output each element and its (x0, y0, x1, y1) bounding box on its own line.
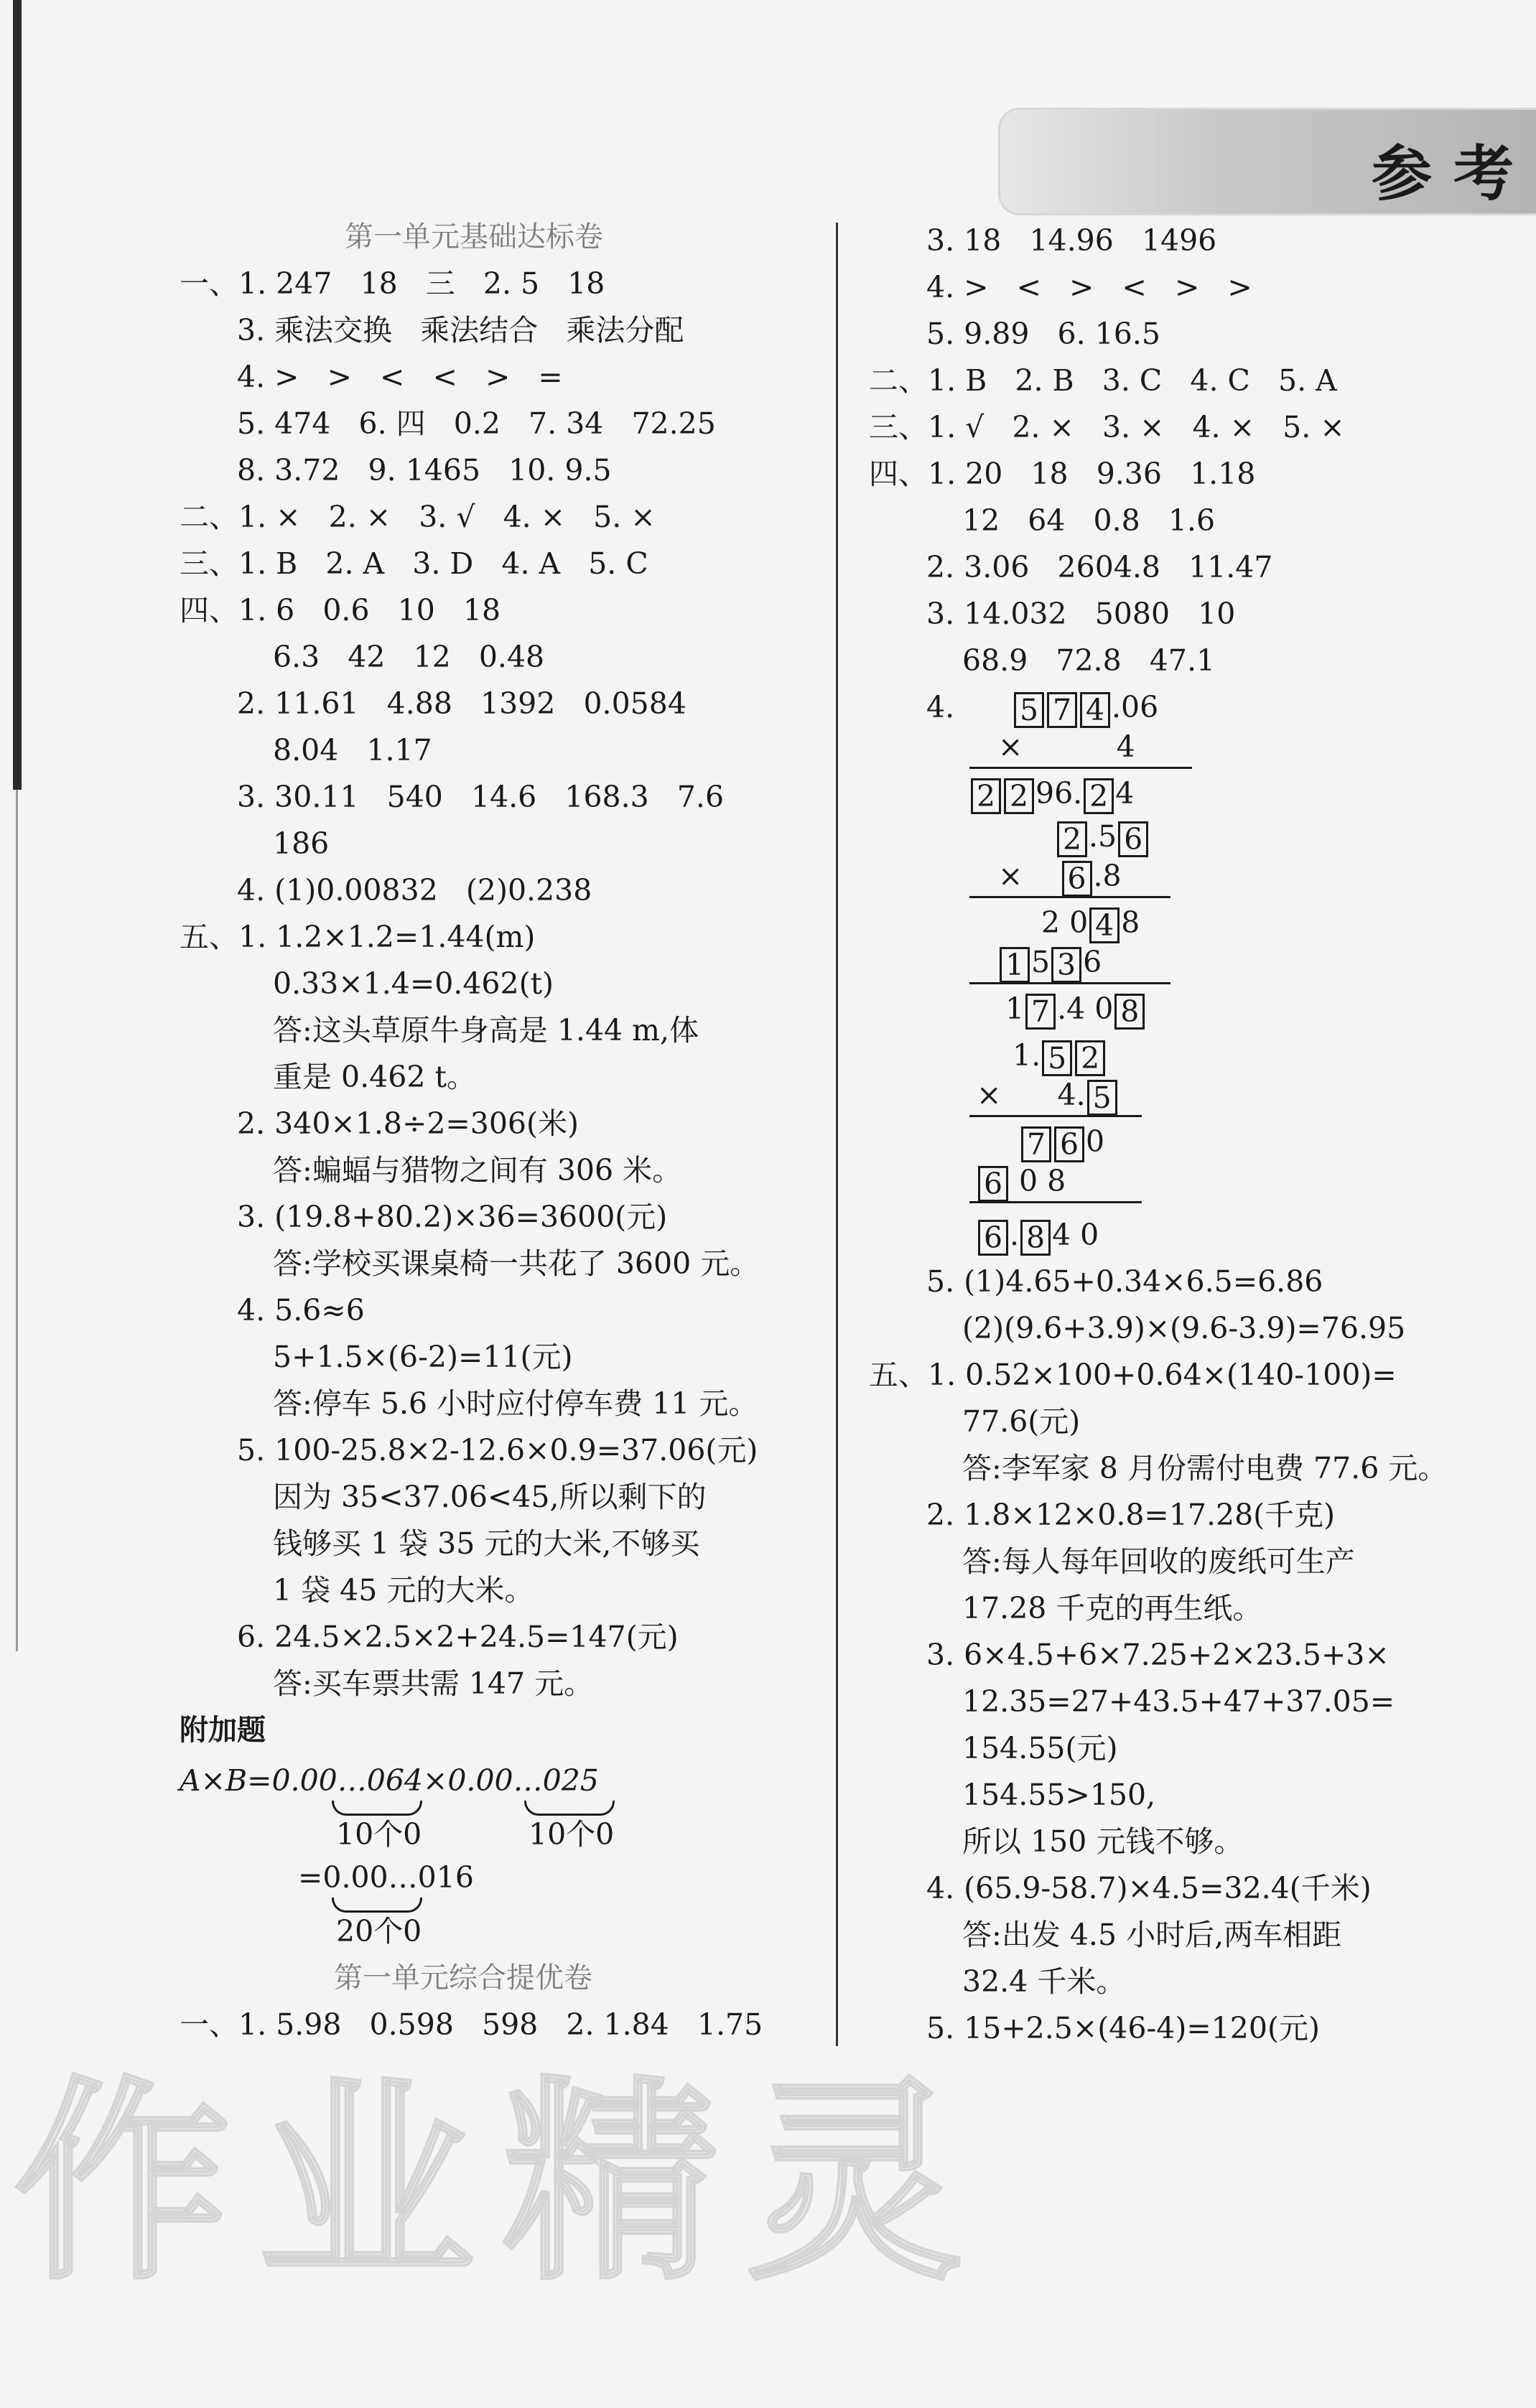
section-title: 第一单元综合提优卷 (334, 1961, 592, 1994)
extra-line: =0.00…016 (298, 1860, 474, 1895)
calc-row (1013, 1034, 1107, 1077)
answer-line: 5. 15+2.5×(46-4)=120(元) (926, 2011, 1320, 2045)
calc-rule (969, 1115, 1142, 1117)
digit-box: 3 (1051, 947, 1081, 983)
answer-line: 32.4 千米。 (962, 1964, 1126, 1999)
answer-line: 3. 6×4.5+6×7.25+2×23.5+3× (926, 1638, 1390, 1672)
brace-label: 20个0 (336, 1914, 422, 1949)
answer-line: 5. 100-25.8×2-12.6×0.9=37.06(元) (237, 1433, 758, 1467)
answer-line: 答:买车票共需 147 元。 (273, 1666, 594, 1701)
calc-row (998, 854, 1122, 897)
answer-line: 答:李军家 8 月份需付电费 77.6 元。 (962, 1451, 1448, 1485)
calc-text: 96. (1035, 776, 1083, 811)
answer-line: 因为 35<37.06<45,所以剩下的 (273, 1480, 707, 1514)
digit-box: 6 (1062, 861, 1092, 897)
answer-line: 154.55(元) (962, 1731, 1118, 1765)
answer-line: 一、1. 5.98 0.598 598 2. 1.84 1.75 (180, 2007, 763, 2042)
answer-line: 8.04 1.17 (273, 733, 432, 767)
calc-text: .8 (1093, 859, 1122, 893)
digit-box: 2 (971, 778, 1001, 814)
brace-label: 10个0 (336, 1817, 422, 1852)
answer-line: 3. 乘法交换 乘法结合 乘法分配 (237, 313, 684, 347)
extra-title: 附加题 (180, 1714, 266, 1747)
answer-line: 2. 11.61 4.88 1392 0.0584 (237, 686, 686, 721)
answer-line: 答:出发 4.5 小时后,两车相距 (962, 1918, 1342, 1952)
digit-box: 5 (1042, 1040, 1072, 1076)
calc-text: 2 0 (1041, 905, 1089, 940)
calc-text: . (1089, 819, 1099, 854)
digit-box: 6 (1118, 821, 1148, 857)
calc-row (969, 772, 1134, 815)
digit-box: 4 (1089, 907, 1120, 943)
digit-box: 5 (1087, 1080, 1117, 1116)
answer-line: 6.3 42 12 0.48 (273, 640, 545, 674)
answer-line: 186 (273, 826, 330, 861)
digit-box: 2 (1057, 821, 1087, 857)
calc-text: 4 (1115, 776, 1135, 811)
answer-line: 12 64 0.8 1.6 (962, 503, 1216, 538)
answer-line: 答:每人每年回收的废纸可生产 (962, 1544, 1355, 1579)
answer-line: 8. 3.72 9. 1465 10. 9.5 (237, 453, 612, 487)
answer-line: 5. 9.89 6. 16.5 (926, 317, 1160, 351)
calc-row (1056, 815, 1150, 858)
calc-row (1013, 686, 1158, 729)
answer-line: 4. 5.6≈6 (237, 1293, 365, 1327)
calc-text: .06 (1112, 690, 1159, 724)
answer-line: 3. 14.032 5080 10 (926, 597, 1236, 631)
calc-text: × (998, 859, 1023, 893)
answer-line: 答:学校买课桌椅一共花了 3600 元。 (273, 1246, 760, 1281)
digit-box: 7 (1021, 1126, 1051, 1162)
calc-row (1041, 901, 1140, 944)
calc-row (1020, 1120, 1104, 1163)
answer-line: 3. 30.11 540 14.6 168.3 7.6 (237, 780, 725, 814)
answer-line: 二、1. × 2. × 3. √ 4. × 5. × (180, 500, 656, 534)
calc-row (977, 1159, 1066, 1203)
answer-line: 2. 3.06 2604.8 11.47 (926, 550, 1273, 584)
digit-box: 7 (1047, 692, 1077, 728)
answer-line: 17.28 千克的再生纸。 (962, 1591, 1262, 1625)
calc-text: 8 (1121, 905, 1140, 940)
digit-box: 2 (1075, 1040, 1105, 1076)
answer-line: 五、1. 0.52×100+0.64×(140-100)= (869, 1358, 1397, 1392)
answer-line: 5. 474 6. 四 0.2 7. 34 72.25 (237, 406, 716, 441)
answer-line: 154.55>150, (962, 1778, 1156, 1812)
calc-row (977, 1213, 1099, 1256)
calc-text: . (1010, 1218, 1020, 1252)
digit-box: 8 (1114, 994, 1145, 1030)
digit-box: 4 (1080, 692, 1110, 728)
page-header-title: 参考 (1372, 138, 1536, 209)
answer-line: 4. > < > < > > (926, 270, 1252, 304)
calc-text: 0 (1086, 1124, 1105, 1159)
digit-box: 6 (1054, 1126, 1084, 1162)
answer-line: 0.33×1.4=0.462(t) (273, 966, 554, 1001)
calc-text: 4 0 (1052, 1218, 1099, 1252)
answer-line: 所以 150 元钱不够。 (962, 1824, 1244, 1859)
question-number: 4. (926, 690, 955, 724)
answer-line: 三、1. B 2. A 3. D 4. A 5. C (180, 546, 648, 581)
answer-line: 重是 0.462 t。 (273, 1060, 476, 1094)
answer-line: 钱够买 1 袋 35 元的大米,不够买 (273, 1526, 700, 1561)
digit-box: 5 (1014, 692, 1044, 728)
brace-label: 10个0 (529, 1817, 615, 1852)
calc-text: 6 (1083, 945, 1102, 979)
calc-text: 5 (1031, 945, 1051, 979)
answer-line: 一、1. 247 18 三 2. 5 18 (180, 266, 605, 301)
calc-row (977, 1073, 1119, 1116)
answer-line: 4. > > < < > = (237, 360, 563, 394)
answer-line: 3. (19.8+80.2)×36=3600(元) (237, 1200, 668, 1234)
answer-line: 二、1. B 2. B 3. C 4. C 5. A (869, 363, 1337, 398)
answer-line: 答:停车 5.6 小时应付停车费 11 元。 (273, 1386, 758, 1421)
calc-row (998, 941, 1102, 984)
answer-line: 12.35=27+43.5+47+37.05= (962, 1684, 1395, 1719)
calc-text: 1 (1005, 991, 1025, 1026)
extra-line: A×B=0.00…064×0.00…025 (180, 1763, 599, 1798)
digit-box: 6 (978, 1220, 1008, 1256)
digit-box: 8 (1020, 1220, 1051, 1256)
binding-edge (13, 0, 22, 790)
digit-box: 2 (1084, 778, 1114, 814)
answer-line: 4. (1)0.00832 (2)0.238 (237, 873, 592, 907)
calc-rule (969, 1201, 1142, 1203)
digit-box: 2 (1004, 778, 1034, 814)
answer-line: 6. 24.5×2.5×2+24.5=147(元) (237, 1620, 679, 1654)
column-divider (836, 223, 838, 2046)
calc-row (1005, 987, 1146, 1030)
answer-line: 5. (1)4.65+0.34×6.5=6.86 (926, 1264, 1323, 1299)
answer-line: 3. 18 14.96 1496 (926, 223, 1217, 258)
answer-line: 1 袋 45 元的大米。 (273, 1573, 534, 1607)
calc-text: 5 (1098, 819, 1117, 854)
answer-line: (2)(9.6+3.9)×(9.6-3.9)=76.95 (962, 1311, 1406, 1345)
calc-text: 1. (1013, 1038, 1041, 1073)
digit-box: 7 (1025, 994, 1056, 1030)
watermark: 作业精灵 (14, 2058, 991, 2309)
digit-box: 1 (1000, 947, 1030, 983)
answer-line: 5+1.5×(6-2)=11(元) (273, 1340, 573, 1374)
calc-row: × 4 (998, 729, 1135, 764)
calc-text: .4 0 (1057, 991, 1114, 1026)
answer-line: 4. (65.9-58.7)×4.5=32.4(千米) (926, 1871, 1372, 1905)
calc-rule (969, 767, 1192, 769)
answer-line: 68.9 72.8 47.1 (962, 643, 1216, 678)
answer-line: 答:蝙蝠与猎物之间有 306 米。 (273, 1153, 682, 1187)
answer-line: 2. 1.8×12×0.8=17.28(千克) (926, 1498, 1336, 1532)
answer-line: 五、1. 1.2×1.2=1.44(m) (180, 920, 536, 954)
digit-box: 6 (978, 1166, 1008, 1202)
answer-line: 四、1. 6 0.6 10 18 (180, 593, 501, 627)
calc-rule (969, 896, 1170, 898)
answer-line: 三、1. √ 2. × 3. × 4. × 5. × (869, 410, 1345, 444)
calc-text: × 4. (977, 1078, 1086, 1112)
answer-line: 77.6(元) (962, 1404, 1081, 1439)
binding-edge-faint (16, 790, 18, 1651)
answer-line: 答:这头草原牛身高是 1.44 m,体 (273, 1013, 699, 1047)
answer-line: 2. 340×1.8÷2=306(米) (237, 1106, 580, 1141)
calc-rule (969, 982, 1170, 984)
section-title: 第一单元基础达标卷 (345, 220, 603, 253)
calc-text: 0 8 (1019, 1164, 1066, 1198)
answer-line: 四、1. 20 18 9.36 1.18 (869, 457, 1256, 491)
